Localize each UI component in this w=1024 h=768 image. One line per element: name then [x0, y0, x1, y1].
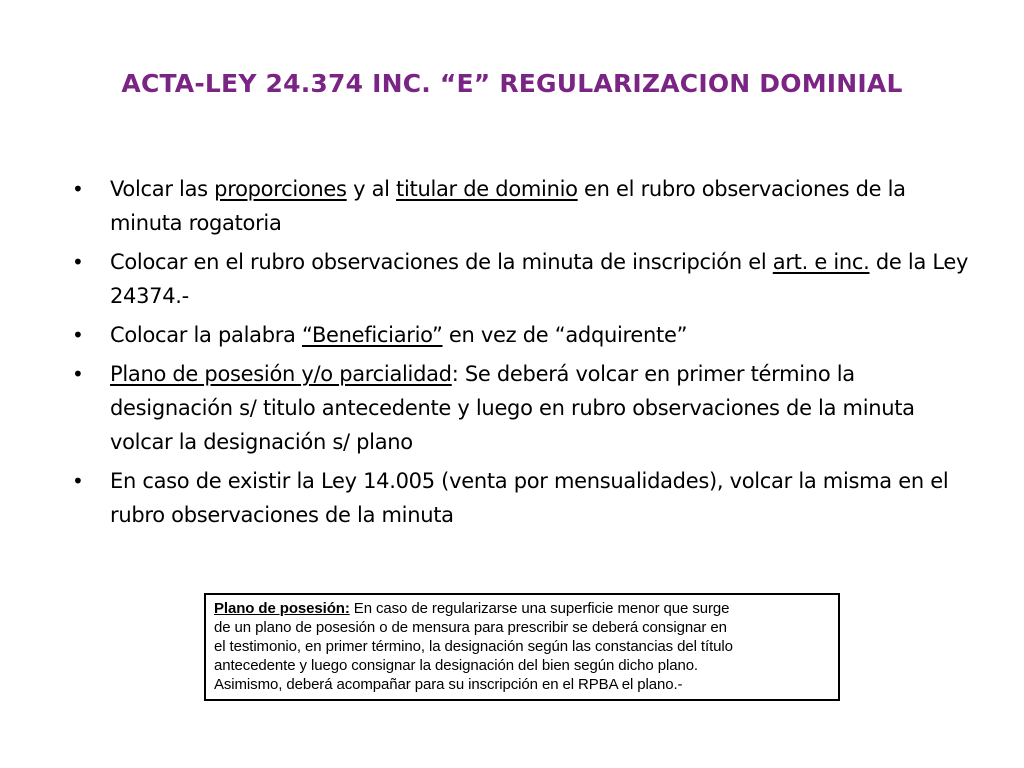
bullet-text [110, 318, 972, 352]
bullet-text [110, 245, 972, 313]
bullet-glyph: • [72, 469, 84, 493]
bullet-item-proporciones [72, 172, 972, 240]
text-run: en vez de “adquirente” [442, 323, 688, 347]
note-line: de un plano de posesión o de mensura para prescribir se deberá consignar en [214, 619, 727, 636]
bullet-glyph: • [72, 177, 84, 201]
bullet-item-ley-14005 [72, 464, 972, 532]
underlined-text: “Beneficiario” [302, 323, 443, 347]
bullet-glyph: • [72, 250, 84, 274]
bullet-glyph: • [72, 323, 84, 347]
bullet-list [72, 172, 972, 537]
underlined-text: art. e inc. [772, 250, 870, 274]
text-run: : Se deberá volcar en primer término la designación s/ titulo antecedente y luego en rubro observaciones de la minuta volcar la designación s/ plano [110, 362, 915, 454]
bullet-item-beneficiario [72, 318, 972, 352]
text-run: Volcar las [110, 177, 215, 201]
bullet-item-art-inc [72, 245, 972, 313]
text-run: en el rubro observaciones de la minuta rogatoria [110, 177, 906, 235]
bullet-text [110, 172, 972, 240]
note-text: En caso de regularizarse una superficie menor que surge [349, 600, 730, 617]
bullet-text [110, 357, 972, 459]
bullet-item-plano-posesion [72, 357, 972, 459]
text-run: Colocar la palabra [110, 323, 303, 347]
note-line: Asimismo, deberá acompañar para su inscripción en el RPBA el plano.- [214, 676, 683, 693]
note-line: antecedente y luego consignar la designación del bien según dicho plano. [214, 657, 698, 674]
text-run: Colocar en el rubro observaciones de la minuta de inscripción el [110, 250, 773, 274]
underlined-text: proporciones [214, 177, 347, 201]
note-line: el testimonio, en primer término, la designación según las constancias del título [214, 638, 733, 655]
text-run: y al [346, 177, 397, 201]
bullet-text: En caso de existir la Ley 14.005 (venta por mensualidades), volcar la misma en el rubro observaciones de la minuta [110, 469, 949, 527]
note-line [214, 599, 830, 618]
text-run: de la Ley 24374.- [110, 250, 969, 308]
note-lead: Plano de posesión: [214, 600, 350, 617]
note-box [204, 593, 840, 701]
bullet-glyph: • [72, 362, 84, 386]
underlined-text: Plano de posesión y/o parcialidad [110, 362, 452, 386]
underlined-text: titular de dominio [396, 177, 578, 201]
slide-title: ACTA-LEY 24.374 INC. “E” REGULARIZACION DOMINIAL [121, 69, 903, 98]
